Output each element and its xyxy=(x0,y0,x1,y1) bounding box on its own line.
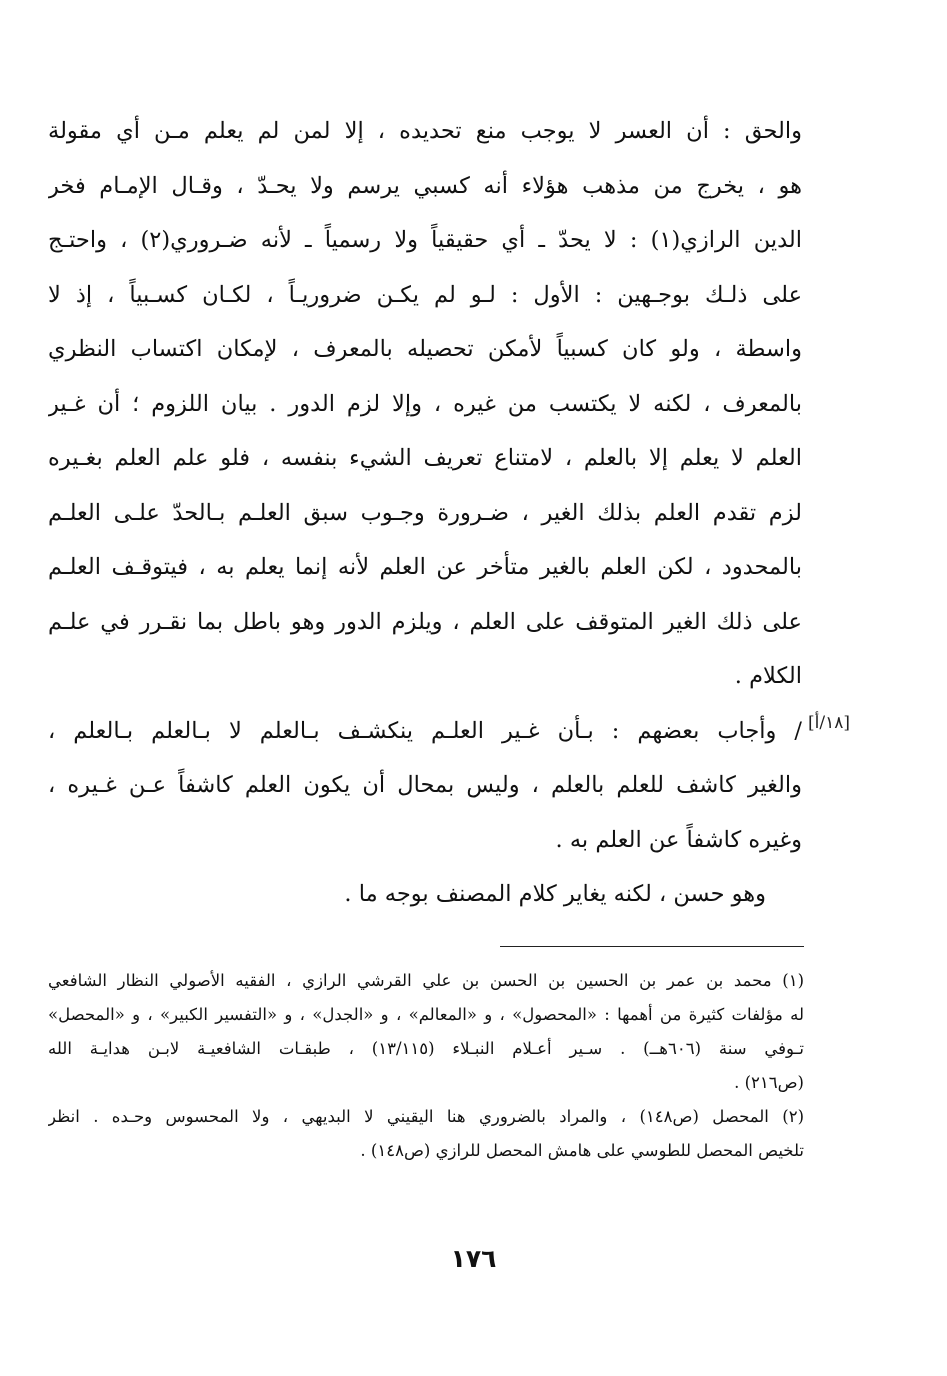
text-line: الدين الرازي(١) : لا يحدّ ـ أي حقيقياً ولا رسمياً ـ لأنه ضـروري(٢) ، واحتـج xyxy=(48,227,802,253)
main-text-block xyxy=(48,104,802,922)
text-line: بالمحدود ، لكن العلم بالغير متأخر عن العلم لأنه إنما يعلم به ، فيتوقـف العلـم xyxy=(48,554,802,580)
text-line: الكلام . xyxy=(734,663,802,689)
footnote-divider xyxy=(500,946,804,947)
text-line: على ذلـك بوجـهين : الأول : لـو لم يكـن ضروريـاً ، لكـان كسـبياً ، إذ لا xyxy=(48,281,802,308)
text-line: واسطة ، ولو كان كسبياً لأمكن تحصيله بالمعرف ، لإمكان اكتساب النظري xyxy=(48,336,802,362)
footnote-line: له مؤلفات كثيرة من أهمها : «المحصول» ، و «المعالم» ، و «الجدل» ، و «التفسير الكبير» ، و «المحصل» xyxy=(48,1005,804,1024)
footnote-line: تـوفي سنة (٦٠٦هــ) . سـير أعـلام النبـلاء (١٣/١١٥) ، طبقـات الشافعيـة لابـن هدايـة الله xyxy=(48,1039,804,1058)
footnotes-block xyxy=(48,964,804,1168)
text-line: هو ، يخرج من مذهب هؤلاء أنه كسبي يرسم ولا يحـدّ ، وقـال الإمـام فخر xyxy=(48,172,802,199)
text-line: على ذلك الغير المتوقف على العلم ، ويلزم الدور وهو باطل بما نقـرر في علـم xyxy=(48,608,802,635)
text-line: والحق : أن العسر لا يوجب منع تحديده ، إلا لمن لم يعلم مـن أي مقولة xyxy=(48,118,802,144)
footnote-line: (٢) المحصل (ص١٤٨) ، والمراد بالضروري هنا اليقيني لا البديهي ، ولا المحسوس وحـده . انظر xyxy=(48,1107,804,1126)
text-line: لزم تقدم العلم بذلك الغير ، ضـرورة وجـوب سبق العلـم بـالحدّ علـى العلـم xyxy=(48,499,802,526)
text-line: / وأجاب بعضهم : بـأن غـير العلـم ينكشـف بـالعلم لا بـالعلم بـالعلم ، xyxy=(48,717,802,744)
footnote-line: تلخيص المحصل للطوسي على هامش المحصل للرازي (ص١٤٨) . xyxy=(360,1141,804,1160)
text-line: وهو حسن ، لكنه يغاير كلام المصنف بوجه ما . xyxy=(344,881,766,907)
text-line: العلم لا يعلم إلا بالعلم ، لامتناع تعريف الشيء بنفسه ، فلو علم العلم بغـيره xyxy=(48,445,802,471)
text-line: بالمعرف ، لكنه لا يكتسب من غيره ، وإلا لزم الدور . بيان اللزوم ؛ أن غـير xyxy=(48,390,802,417)
footnote-line: (ص٢١٦) . xyxy=(734,1073,804,1092)
text-line: وغيره كاشفاً عن العلم به . xyxy=(555,826,802,853)
footnote-line: (١) محمد بن عمر بن الحسين بن الحسن بن علي القرشي الرازي ، الفقيه الأصولي النظار الشافعي xyxy=(48,971,804,990)
text-line: والغير كاشف للعلم بالعلم ، وليس بمحال أن يكون العلم كاشفاً عـن غـيره ، xyxy=(48,772,802,798)
manuscript-folio-marker: [١٨/أ] xyxy=(808,713,850,733)
page-number: ١٧٦ xyxy=(450,1244,497,1273)
